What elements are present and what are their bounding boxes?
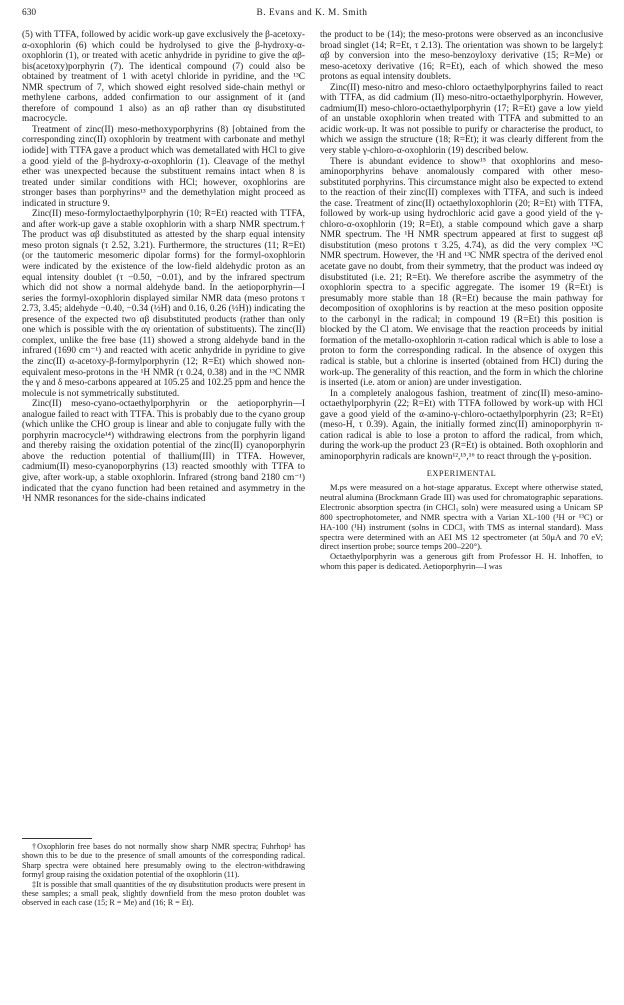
paragraph: M.ps were measured on a hot-stage apparatus. Except where otherwise stated, neutral alumina (Brockmann Grade III) was used for chromatographic separations. Electronic absorption spectra (in CHCl₃ soln) were measured using a Unicam SP 800 spectrophotometer, and NMR spectra with a Varian XL-100 (¹H or ¹³C) or HA-100 (¹H) instrument (solns in CDCl₃ with TMS as internal standard). Mass spectra were determined with an AEI MS 12 spectrometer (at 50μA and 70 eV; direct insertion probe; source temps 200–220°).	[320, 481, 603, 552]
paragraph: Zinc(II) meso-nitro and meso-chloro octaethylporphyrins failed to react with TTFA, as did cadmium (II) meso-nitro-octaethylporphyrin. However, cadmium(II) meso-chloro-octaethylporphyrin (17; R=Et) gave a low yield of an unstable oxophlorin when treated with TTFA and submitted to an acidic work-up. It was not possible to purify or characterise the product, to which we assign the structure (18; R=Et); it was clearly different from the very stable γ-chloro-α-oxophlorin (19) described below.	[320, 82, 603, 157]
paragraph: (5) with TTFA, followed by acidic work-up gave exclusively the β-acetoxy-α-oxophlorin (6) which could be hydrolysed to give the β-hydroxy-α-oxophlorin (1), or treated with acetic anhydride in pyridine to give the αβ-bis(acetoxy)porphyrin (7). The identical compound (7) could also be obtained by treatment of 1 with acetyl chloride in pyridine, and the ¹³C NMR spectrum of 7, which showed eight resolved side-chain methyl or methylene carbons, added confirmation to our assignment of it (and therefore of compound 1 also) as an αβ rather than αγ disubstituted macrocycle.	[22, 30, 305, 125]
paragraph: Octaethylporphyrin was a generous gift from Professor H. H. Inhoffen, to whom this paper is dedicated. Aetioporphyrin—I was	[320, 551, 603, 572]
right-column	[320, 30, 603, 572]
page-number: 630	[22, 8, 37, 18]
paragraph: the product to be (14); the meso-protons were observed as an inconclusive broad singlet (14; R=Et, τ 2.13). The orientation was shown to be largely‡ αβ by conversion into the meso-benzoyloxy derivative (15; R=Me) or meso-acetoxy derivative (16; R=Et), each of which showed the meso protons as equal intensity doublets.	[320, 30, 603, 83]
footnotes	[22, 838, 305, 908]
paragraph: Zinc(II) meso-cyano-octaethylporphyrin or the aetioporphyrin—I analogue failed to react with TTFA. This is probably due to the cyano group (which unlike the CHO group is linear and able to conjugate fully with the porphyrin macrocycle¹⁴) withdrawing electrons from the porphyrin ligand and thereby raising the oxidation potential of the zinc(II) cyanoporphyrin above the reduction potential of thallium(III) in TTFA. However, cadmium(II) meso-cyanoporphyrins (13) reacted smoothly with TTFA to give, after work-up, a stable oxophlorin. Infrared (strong band 2180 cm⁻¹) indicated that the cyano function had been retained and asymmetry in the ¹H NMR resonances for the side-chains indicated	[22, 399, 305, 505]
section-heading-experimental: EXPERIMENTAL	[426, 469, 497, 479]
paragraph: Treatment of zinc(II) meso-methoxyporphyrins (8) [obtained from the corresponding zinc(II) oxophlorin by treatment with carbonate and methyl iodide] with TTFA gave a product which was demetallated with HCl to give a good yield of the β-hydroxy-α-oxophlorin (1). Cleavage of the methyl ether was unexpected because the substituent remains intact when 8 is treated under similar conditions with HCl; however, oxophlorins are stronger bases than porphyrins¹³ and the demethylation might proceed as indicated in structure 9.	[22, 124, 305, 209]
paragraph: There is abundant evidence to show¹⁵ that oxophlorins and meso-aminoporphyrins behave anomalously compared with other meso-substituted porphyrins. This circumstance might also be expected to extend to the reaction of their zinc(II) complexes with TTFA, and such is indeed the case. Treatment of zinc(II) octaethyloxophlorin (20; R=Et) with TTFA, followed by work-up using hydrochloric acid gave a good yield of the γ-chloro-α-oxophlorin (19; R=Et), a stable compound which gave a sharp NMR spectrum. The ¹H NMR spectrum appeared at first to suggest αβ disubstitution (meso protons τ 3.25, 4.74), as did the very complex ¹³C NMR spectrum. However, the ¹H and ¹³C NMR spectra of the derived enol acetate gave no doubt, from their symmetry, that the product was indeed αγ disubstituted (i.e. 21; R=Et). We therefore ascribe the asymmetry of the oxophlorin spectra to a specific aggregate. The isomer 19 (R=Et) is presumably more stable than 18 (R=Et) because the main pathway for decomposition of oxophlorins is by reaction at the meso position opposite to the carbonyl in the radical; in compound 19 (R=Et) this position is blocked by the Cl atom. We envisage that the reaction proceeds by initial formation of the metallo-oxophlorin π-cation radical which is able to lose a proton to form the corresponding radical. In the absence of oxygen this radical is stable, but a chlorine is inserted (obtained from HCl) during the work-up. The generality of this reaction, and the form in which the chlorine is inserted (i.e. atom or anion) are under investigation.	[320, 156, 603, 389]
footnote-rule	[22, 838, 92, 839]
running-header	[22, 8, 602, 22]
running-head: B. Evans and K. M. Smith	[256, 8, 368, 18]
footnote: †Oxophlorin free bases do not normally show sharp NMR spectra; Fuhrhop¹ has shown this to be due to the presence of small amounts of the corresponding radical. Sharp spectra were obtained here presumably owing to the electron-withdrawing formyl group raising the oxidation potential of the oxophlorin (11).	[22, 842, 305, 880]
paragraph: Zinc(II) meso-formyloctaethylporphyrin (10; R=Et) reacted with TTFA, and after work-up gave a stable oxophlorin with a sharp NMR spectrum.† The product was αβ disubstituted as attested by the sharp equal intensity meso proton signals (τ 2.52, 3.21). Furthermore, the structures (11; R=Et) (or the tautomeric mesomeric dipolar forms) for the formyl-oxophlorin were indicated by the existence of the low-field aldehydic proton as an equal intensity doublet (τ −0.50, −0.01), and by the infrared spectrum which did not show a normal aldehyde band. In the aetioporphyrin—I series the formyl-oxophlorin displayed similar NMR data (meso protons τ 2.73, 3.45; aldehyde −0.40, −0.34 (½H) and 0.16, 0.26 (½H)) indicating the presence of the expected two αβ disubstituted products (rather than only one which is possible with the αγ orientation of substituents). The zinc(II) complex, unlike the free base (11) showed a strong aldehyde band in the infrared (1690 cm⁻¹) and reacted with acetic anhydride in pyridine to give the zinc(II) α-acetoxy-β-formylporphyrin (12; R=Et) which showed non-equivalent meso-protons in the ¹H NMR (τ 0.24, 0.38) and in the ¹³C NMR the γ and δ meso-carbons appeared at 105.25 and 102.25 ppm and hence the molecule is not symmetrically substituted.	[22, 209, 305, 399]
experimental-section	[320, 483, 603, 572]
footnote: ‡It is possible that small quantities of the αγ disubstitution products were present in these samples; a small peak, slightly downfield from the meso proton doublet was observed in each case (15; R = Me) and (16; R = Et).	[22, 879, 305, 908]
left-column	[22, 30, 305, 505]
paragraph: In a completely analogous fashion, treatment of zinc(II) meso-amino-octaethylporphyrin (22; R=Et) with TTFA followed by work-up with HCl gave a good yield of the α-amino-γ-chloro-octaethylporphyrin (23; R=Et) (meso-H, τ 0.39). Again, the initially formed zinc(II) aminoporphyrin π-cation radical is able to lose a proton to afford the radical, from which, during the work-up the product 23 (R=Et) is obtained. Both oxophlorin and aminoporphyrin radicals are known¹²,¹⁵,¹⁶ to react through the γ-position.	[320, 388, 603, 462]
